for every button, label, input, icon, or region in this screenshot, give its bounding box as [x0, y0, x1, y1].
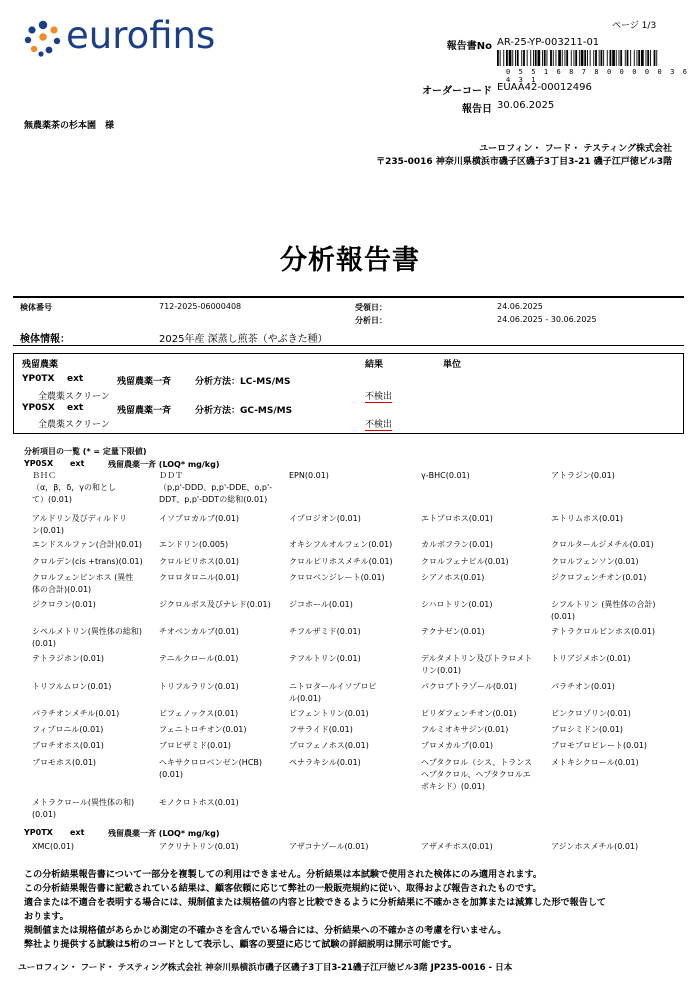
order-code-label: オーダーコード [422, 86, 492, 97]
result-name: 残留農薬一斉 [117, 377, 172, 387]
analysis-item: ペナラキシル(0.01) [289, 758, 361, 767]
barcode-bar [599, 50, 600, 66]
barcode-bar [575, 50, 577, 66]
barcode-bar [506, 50, 508, 66]
barcode-bar [603, 50, 604, 66]
barcode-bar [571, 50, 572, 66]
analysis-item: アザコナゾール(0.01) [289, 842, 369, 851]
analysis-item: シアノホス(0.01) [421, 573, 485, 582]
sample-no: 712-2025-06000408 [159, 302, 242, 311]
footnote: この分析結果報告書について一部分を複製しての利用はできません。分析結果は本試験で使用された検体にのみ適用されます。 [24, 870, 542, 880]
barcode-bar [637, 50, 638, 66]
barcode-bar [616, 50, 617, 66]
list-title: 分析項目の一覧 (* = 定量下限値) [24, 447, 147, 456]
analysis-item: ピリダフェンチオン(0.01) [421, 709, 517, 718]
company-address: 〒235-0016 神奈川県横浜市磯子区磯子3丁目3-21 磯子江戸徳ビル3階 [376, 157, 672, 167]
analysis-item: アルドリン及びディルドリ ン(0.01) [32, 514, 128, 535]
result-value: 不検出 [365, 417, 392, 431]
barcode-bar [584, 50, 586, 66]
analysis-item: パラチオンメチル(0.01) [32, 709, 120, 718]
results-table [13, 353, 684, 434]
analysis-item: チフルザミド(0.01) [289, 627, 361, 636]
page-title: 分析報告書 [280, 245, 420, 276]
result-value: 不検出 [365, 389, 392, 403]
analysis-item: ジクロフェンチオン(0.01) [551, 573, 647, 582]
barcode-bar [595, 50, 597, 66]
results-header-result: 結果 [365, 360, 384, 370]
barcode-bar [647, 50, 649, 66]
barcode-bar [641, 50, 644, 66]
footnote: 弊社より提供する試験は5桁のコードとして表示し、顧客の要望に応じて試験の詳細説明は開示可能です。 [24, 940, 458, 950]
analysis-item: XMC(0.01) [32, 842, 75, 851]
barcode [497, 50, 659, 66]
analysis-item: クロルピリホス(0.01) [159, 557, 240, 566]
analysis-item: エンドスルファン(合計)(0.01) [32, 540, 143, 549]
list-group-ext: ext [70, 828, 85, 837]
barcode-bar [610, 50, 612, 66]
logo-text: eurofins [66, 14, 216, 57]
analysis-item: アジンホスメチル(0.01) [551, 842, 639, 851]
barcode-bar [590, 50, 591, 66]
report-date-label: 報告日 [462, 104, 492, 115]
result-method: 分析方法：GC-MS/MS [195, 406, 293, 416]
analysis-item: シハロトリン(0.01) [421, 600, 493, 609]
page-footer: ユーロフィン・ フード・ テスティング株式会社 神奈川県横浜市磯子区磯子3丁目3-21磯子江戸徳ビル3階 JP235-0016 - 日本 [18, 963, 513, 973]
analysis-item: ＤＤＴ （p,p'-DDD、p,p'-DDE、o,p'- DDT、p,p'-DDTの総和(0.01) [159, 471, 273, 504]
analysis-item: プロシミドン(0.01) [551, 725, 624, 734]
barcode-bar [654, 50, 656, 66]
analysis-item: トリフルムロン(0.01) [32, 682, 112, 691]
analysis-item: ＢＨＣ （α，β，δ，γの和とし て）(0.01) [32, 471, 117, 504]
analysis-item: フサライド(0.01) [289, 725, 353, 734]
barcode-bar [579, 50, 580, 66]
barcode-bar [517, 50, 519, 66]
result-code: YP0TX [22, 374, 55, 384]
results-header-name: 残留農薬 [22, 360, 59, 370]
analysis-item: ヘプタクロル（シス、トランス ヘプタクロル、ヘプタクロルエ ポキシド）(0.01) [421, 758, 532, 791]
barcode-bar [547, 50, 548, 66]
barcode-bar [565, 50, 566, 66]
barcode-bar [500, 50, 501, 66]
barcode-bar [587, 50, 588, 66]
analysis-item: クロルデン(cis +trans)(0.01) [32, 557, 143, 566]
barcode-bar [533, 50, 534, 66]
analysis-item: ジクロルボス及びナレド(0.01) [159, 600, 271, 609]
analysis-item: ヘキサクロロベンゼン(HCB) (0.01) [159, 758, 263, 779]
analysis-item: ニトロタールイソプロピ ル(0.01) [289, 682, 377, 703]
client-name: 無農薬茶の杉本園 様 [24, 121, 115, 131]
barcode-bar [527, 50, 528, 66]
analysis-item: テフルトリン(0.01) [289, 654, 361, 663]
report-no: AR-25-YP-003211-01 [497, 37, 600, 48]
footnote: 規制値または規格値があらかじめ測定の不確かさを含んでいる場合には、分析結果への不確かさの考慮を行いません。 [24, 926, 507, 936]
analysis-item: アザメチホス(0.01) [421, 842, 493, 851]
analysis-item: シペルメトリン(異性体の総和) (0.01) [32, 627, 143, 648]
analysis-item: メトラクロール(異性体の和) (0.01) [32, 798, 135, 819]
analysis-item: パクロブトラゾール(0.01) [421, 682, 517, 691]
sample-no-label: 検体番号 [20, 303, 52, 312]
list-group-ext: ext [70, 459, 85, 468]
analysis-item: エトプロホス(0.01) [421, 514, 493, 523]
barcode-bar [634, 50, 635, 66]
company-name: ユーロフィン・ フード・ テスティング株式会社 [479, 144, 672, 154]
analysis-item: ビンクロゾリン(0.01) [551, 709, 631, 718]
analysis-item: ビフェントリン(0.01) [289, 709, 369, 718]
barcode-bar [646, 50, 647, 66]
barcode-bar [497, 50, 499, 66]
analysis-item: テニルクロール(0.01) [159, 654, 239, 663]
result-sub: 全農薬スクリーン [38, 392, 110, 402]
footnote: この分析結果報告書に記載されている結果は、顧客依頼に応じて弊社の一般販売規約に従い、取得および報告されたものです。 [24, 884, 542, 894]
analysis-item: フルミオキサジン(0.01) [421, 725, 509, 734]
barcode-bar [512, 50, 513, 66]
barcode-bar [656, 50, 657, 66]
barcode-bar [562, 50, 563, 66]
barcode-bar [625, 50, 626, 66]
list-group-name: 残留農薬一斉 (LOQ* mg/kg) [108, 460, 220, 469]
barcode-bar [558, 50, 561, 66]
result-ext: ext [67, 403, 84, 413]
analysis-item: クロロタロニル(0.01) [159, 573, 240, 582]
analysis-item: クロロベンジレート(0.01) [289, 573, 385, 582]
report-date: 30.06.2025 [497, 100, 555, 111]
barcode-bar [630, 50, 631, 66]
analysis-item: イソプロカルブ(0.01) [159, 514, 240, 523]
barcode-bar [515, 50, 516, 66]
analysis-item: トリアジメホン(0.01) [551, 654, 631, 663]
list-group-name: 残留農薬一斉 (LOQ* mg/kg) [108, 829, 220, 838]
barcode-bar [521, 50, 522, 66]
barcode-bar [544, 50, 546, 66]
analysis-item: チオベンカルブ(0.01) [159, 627, 239, 636]
analysis-item: モノクロトホス(0.01) [159, 798, 239, 807]
analysis-item: プロフェノホス(0.01) [289, 741, 369, 750]
analysis-item: EPN(0.01) [289, 471, 329, 480]
analysis-label: 分析日： [355, 316, 387, 325]
analysis-date: 24.06.2025 - 30.06.2025 [497, 315, 597, 324]
barcode-bar [627, 50, 629, 66]
page-number: ページ 1/3 [612, 21, 657, 31]
analysis-item: テトラクロルビンホス(0.01) [551, 627, 656, 636]
analysis-item: デルタメトリン及びトラロメト リン(0.01) [421, 654, 533, 675]
result-ext: ext [67, 374, 84, 384]
analysis-item: テクナゼン(0.01) [421, 627, 485, 636]
analysis-item: ブロモプロピレート(0.01) [551, 741, 648, 750]
barcode-bar [612, 50, 615, 66]
barcode-bar [556, 50, 557, 66]
analysis-item: ビフェノックス(0.01) [159, 709, 239, 718]
barcode-bar [620, 50, 622, 66]
analysis-item: カルボフラン(0.01) [421, 540, 494, 549]
analysis-item: フィプロニル(0.01) [32, 725, 104, 734]
divider [13, 345, 684, 346]
barcode-bar [601, 50, 603, 66]
analysis-item: フェニトロチオン(0.01) [159, 725, 247, 734]
analysis-item: クロルフェンソン(0.01) [551, 557, 639, 566]
barcode-bar [550, 50, 552, 66]
analysis-item: アクリナトリン(0.01) [159, 842, 239, 851]
sample-info: 2025年産 深蒸し煎茶（やぶきた種） [159, 334, 328, 345]
analysis-item: トリフルラリン(0.01) [159, 682, 239, 691]
result-name: 残留農薬一斉 [117, 406, 172, 416]
analysis-item: エンドリン(0.005) [159, 540, 229, 549]
barcode-bar [574, 50, 575, 66]
footnote: 適合または不適合を表明する場合には、規制値または規格値の内容と比較できるように分析結果に不確かさを加算または減算した形で報告して [24, 898, 607, 908]
barcode-bar [509, 50, 512, 66]
analysis-item: クロルフェンビンホス (異性 体の合計)(0.01) [32, 573, 134, 594]
analysis-item: クロルピリホスメチル(0.01) [289, 557, 393, 566]
list-group-code: YP0TX [24, 828, 53, 837]
barcode-bar [542, 50, 543, 66]
analysis-item: γ-BHC(0.01) [421, 471, 470, 480]
analysis-item: プロチオホス(0.01) [32, 741, 104, 750]
order-code: EUAA42-00012496 [497, 82, 592, 93]
result-method: 分析方法：LC-MS/MS [195, 377, 291, 387]
analysis-item: プロピザミド(0.01) [159, 741, 232, 750]
analysis-item: ジクロラン(0.01) [32, 600, 96, 609]
barcode-bar [607, 50, 608, 66]
analysis-item: シフルトリン (異性体の合計) (0.01) [551, 600, 656, 621]
analysis-item: エトリムホス(0.01) [551, 514, 624, 523]
analysis-item: クロルタールジメチル(0.01) [551, 540, 654, 549]
barcode-bar [538, 50, 541, 66]
barcode-bar [553, 50, 554, 66]
analysis-item: クロルフェナピル(0.01) [421, 557, 509, 566]
barcode-bar [523, 50, 525, 66]
barcode-bar [566, 50, 568, 66]
list-group-code: YP0SX [24, 459, 54, 468]
barcode-bar [650, 50, 651, 66]
analysis-item: オキシフルオルフェン(0.01) [289, 540, 393, 549]
received-date: 24.06.2025 [497, 302, 543, 311]
barcode-bar [581, 50, 584, 66]
analysis-item: イプロジオン(0.01) [289, 514, 361, 523]
result-code: YP0SX [22, 403, 55, 413]
analysis-item: テトラジホン(0.01) [32, 654, 105, 663]
divider [13, 296, 684, 298]
barcode-bar [619, 50, 620, 66]
barcode-bar [638, 50, 640, 66]
barcode-bar [530, 50, 531, 66]
analysis-item: アトラジン(0.01) [551, 471, 615, 480]
barcode-bar [593, 50, 594, 66]
results-header-unit: 単位 [443, 360, 462, 370]
sample-info-label: 検体情報： [20, 334, 70, 345]
result-sub: 全農薬スクリーン [38, 420, 110, 430]
eurofins-logo-icon [24, 20, 62, 58]
analysis-item: ブロモホス(0.01) [32, 758, 97, 767]
analysis-item: メトキシクロール(0.01) [551, 758, 639, 767]
analysis-item: パラチオン(0.01) [551, 682, 615, 691]
analysis-item: プロメカルブ(0.01) [421, 741, 494, 750]
received-label: 受領日： [355, 303, 387, 312]
analysis-item: ジコホール(0.01) [289, 600, 353, 609]
barcode-number: 0 5 5 1 6 8 7 8 0 0 0 0 0 3 6 4 3 1 [506, 68, 690, 84]
barcode-bar [535, 50, 537, 66]
footnote: おります。 [24, 912, 69, 922]
report-no-label: 報告書No [446, 41, 492, 52]
barcode-bar [503, 50, 504, 66]
